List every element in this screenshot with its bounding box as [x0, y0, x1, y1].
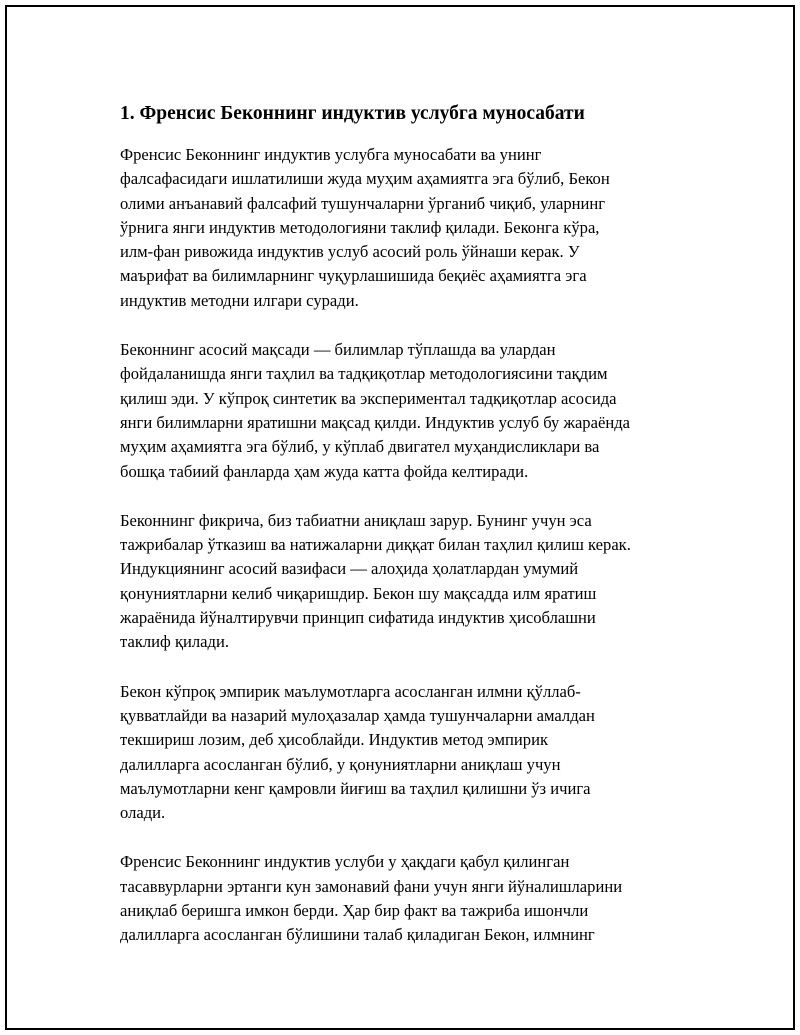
text-line: янги билимларни яратишни мақсад қилди. Индуктив услуб бу жараёнда: [120, 412, 631, 432]
section-heading: 1. Френсис Беконнинг индуктив услубга муносабати: [120, 103, 585, 124]
text-line: Беконнинг фикрича, биз табиатни аниқлаш зарур. Бунинг учун эса: [120, 510, 592, 530]
text-line: Беконнинг асосий мақсади — билимлар тўплашда ва улардан: [120, 340, 556, 360]
text-line: қонуниятларни келиб чиқаришдир. Бекон шу мақсадда илм яратиш: [120, 583, 597, 603]
text-line: аниқлаб беришга имкон берди. Ҳар бир факт ва тажриба ишончли: [120, 901, 589, 921]
text-line: ўрнига янги индуктив методологияни таклиф қилади. Беконга кўра,: [120, 217, 600, 237]
text-line: далилларга асосланган бўлишини талаб қиладиган Бекон, илмнинг: [120, 925, 595, 945]
text-line: қилиш эди. У кўпроқ синтетик ва экспериментал тадқиқотлар асосида: [120, 388, 617, 408]
paragraph: [120, 509, 690, 655]
text-line: бошқа табиий фанларда ҳам жуда катта фойда келтиради.: [120, 461, 529, 481]
paragraph: [120, 680, 690, 826]
paragraph: [120, 850, 690, 947]
text-line: жараёнида йўналтирувчи принцип сифатида индуктив ҳисоблашни: [120, 608, 596, 628]
paragraph: [120, 338, 690, 484]
text-line: маълумотларни кенг қамровли йиғиш ва таҳлил қилишни ўз ичига: [120, 778, 591, 798]
document-page: [5, 5, 795, 1030]
paragraph: [120, 143, 690, 313]
text-line: индуктив методни илгари суради.: [120, 290, 359, 310]
text-line: Френсис Беконнинг индуктив услубга муносабати ва унинг: [120, 145, 542, 164]
text-line: муҳим аҳамиятга эга бўлиб, у кўплаб двигател муҳандисликлари ва: [120, 437, 600, 457]
text-line: тажрибалар ўтказиш ва натижаларни диққат билан таҳлил қилиш керак.: [120, 535, 631, 555]
text-line: фалсафасидаги ишлатилиши жуда муҳим аҳамиятга эга бўлиб, Бекон: [120, 169, 610, 189]
text-line: олади.: [120, 803, 166, 823]
text-line: тасаввурларни эртанги кун замонавий фани учун янги йўналишларини: [120, 876, 623, 896]
text-line: фойдаланишда янги таҳлил ва тадқиқотлар методологиясини тақдим: [120, 364, 608, 384]
text-line: далилларга асосланган бўлиб, у қонуниятларни аниқлаш учун: [120, 754, 561, 774]
text-line: олими анъанавий фалсафий тушунчаларни ўрганиб чиқиб, уларнинг: [120, 193, 606, 213]
text-line: Индукциянинг асосий вазифаси — алоҳида ҳолатлардан умумий: [120, 559, 579, 579]
text-line: Френсис Беконнинг индуктив услуби у ҳақдаги қабул қилинган: [120, 852, 570, 872]
text-line: таклиф қилади.: [120, 632, 230, 652]
text-line: Бекон кўпроқ эмпирик маълумотларга асосланган илмни қўллаб-: [120, 681, 581, 701]
text-line: текшириш лозим, деб ҳисоблайди. Индуктив метод эмпирик: [120, 730, 549, 750]
text-line: қувватлайди ва назарий мулоҳазалар ҳамда тушунчаларни амалдан: [120, 705, 595, 725]
text-line: маърифат ва билимларнинг чуқурлашишида беқиёс аҳамиятга эга: [120, 266, 587, 286]
document-body: [120, 99, 690, 973]
text-line: илм-фан ривожида индуктив услуб асосий роль ўйнаши керак. У: [120, 242, 580, 262]
